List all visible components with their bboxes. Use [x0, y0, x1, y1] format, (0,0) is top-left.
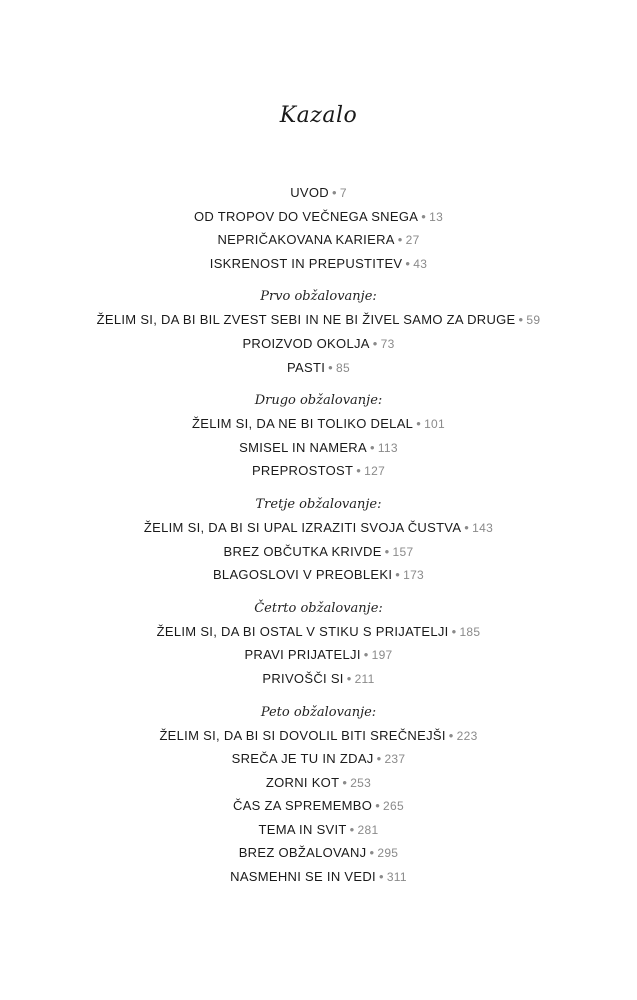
- entry-title: ZORNI KOT: [265, 774, 340, 790]
- toc-section: [0, 389, 637, 483]
- entry-title: ŽELIM SI, DA BI BIL ZVEST SEBI IN NE BI ŽIVEL SAMO ZA DRUGE: [96, 312, 516, 328]
- page-number: 197: [371, 648, 393, 663]
- toc-entry: [0, 724, 637, 748]
- bullet-separator: •: [342, 774, 348, 790]
- entry-title: ŽELIM SI, DA BI SI UPAL IZRAZITI SVOJA ČUSTVA: [143, 519, 462, 535]
- toc-entry: [0, 667, 637, 691]
- bullet-separator: •: [416, 416, 422, 432]
- entry-title: OD TROPOV DO VEČNEGA SNEGA: [193, 208, 419, 224]
- entry-title: SMISEL IN NAMERA: [239, 439, 367, 455]
- entry-title: BREZ OBŽALOVANJ: [238, 845, 367, 861]
- page-number: 27: [405, 233, 420, 248]
- entry-title: SREČA JE TU IN ZDAJ: [231, 751, 374, 767]
- bullet-separator: •: [369, 439, 375, 455]
- toc-section: [0, 597, 637, 691]
- entry-title: NASMEHNI SE IN VEDI: [230, 869, 376, 885]
- bullet-separator: •: [328, 359, 333, 375]
- page-number: 253: [350, 775, 372, 790]
- toc-entry: [0, 841, 637, 865]
- page-number: 143: [472, 520, 494, 535]
- page-number: 185: [459, 624, 481, 639]
- bullet-separator: •: [464, 519, 470, 535]
- toc-entry: [0, 308, 637, 332]
- toc-section: [0, 493, 637, 587]
- toc-entry: [0, 436, 637, 460]
- entry-title: TEMA IN SVIT: [258, 821, 347, 837]
- toc-entry: [0, 356, 637, 380]
- toc-entry: [0, 794, 637, 818]
- section-label: Peto obžalovanje:: [260, 704, 377, 720]
- toc-entry: [0, 228, 637, 252]
- entry-title: PROIZVOD OKOLJA: [242, 335, 370, 351]
- page-number: 59: [526, 313, 541, 328]
- bullet-separator: •: [331, 185, 337, 200]
- page-number: 85: [336, 360, 350, 375]
- bullet-separator: •: [397, 232, 403, 248]
- toc-section: [0, 701, 637, 889]
- section-label: Tretje obžalovanje:: [255, 496, 382, 512]
- toc-entry: [0, 412, 637, 436]
- entry-title: BLAGOSLOVI V PREOBLEKI: [212, 567, 393, 583]
- toc-section: [0, 285, 637, 379]
- bullet-separator: •: [372, 335, 378, 351]
- bullet-separator: •: [378, 869, 384, 885]
- entry-title: NEPRIČAKOVANA KARIERA: [217, 232, 395, 248]
- entry-title: ČAS ZA SPREMEMBO: [233, 798, 373, 814]
- bullet-separator: •: [363, 647, 369, 663]
- entry-title: ŽELIM SI, DA BI SI DOVOLIL BITI SREČNEJŠI: [159, 727, 446, 743]
- bullet-separator: •: [405, 255, 411, 271]
- bullet-separator: •: [451, 623, 457, 639]
- toc-entry: [0, 516, 637, 540]
- bullet-separator: •: [384, 543, 390, 559]
- entry-title: PASTI: [287, 359, 326, 375]
- entry-title: PRAVI PRIJATELJI: [244, 647, 361, 663]
- toc-entry: [0, 747, 637, 771]
- bullet-separator: •: [375, 798, 381, 814]
- toc-entry: [0, 181, 637, 205]
- toc-entry: [0, 563, 637, 587]
- toc-entry: [0, 540, 637, 564]
- entry-title: ŽELIM SI, DA NE BI TOLIKO DELAL: [191, 416, 414, 432]
- entry-title: PRIVOŠČI SI: [262, 670, 344, 686]
- section-label: Četrto obžalovanje:: [254, 600, 383, 616]
- page-number: 211: [354, 671, 375, 686]
- entry-title: UVOD: [290, 185, 329, 200]
- bullet-separator: •: [448, 727, 454, 743]
- bullet-separator: •: [369, 845, 375, 861]
- page-number: 237: [384, 752, 406, 767]
- bullet-separator: •: [349, 821, 355, 837]
- page-number: 73: [380, 336, 395, 351]
- bullet-separator: •: [421, 208, 427, 224]
- page-number: 101: [424, 417, 445, 432]
- entry-title: ISKRENOST IN PREPUSTITEV: [209, 255, 403, 271]
- bullet-separator: •: [356, 463, 362, 479]
- toc-entry: [0, 252, 637, 276]
- page-title: Kazalo: [279, 103, 358, 128]
- entry-title: ŽELIM SI, DA BI OSTAL V STIKU S PRIJATELJI: [156, 623, 449, 639]
- page-number: 281: [357, 822, 379, 837]
- entry-title: BREZ OBČUTKA KRIVDE: [223, 543, 382, 559]
- toc-entry: [0, 620, 637, 644]
- toc-entry: [0, 205, 637, 229]
- toc-entry: [0, 771, 637, 795]
- table-of-contents: [0, 181, 637, 889]
- toc-entry: [0, 865, 637, 889]
- page-number: 173: [403, 568, 425, 583]
- page-number: 127: [364, 464, 386, 479]
- page-number: 13: [429, 209, 444, 224]
- page-number: 43: [413, 256, 428, 271]
- page-number: 7: [339, 186, 347, 200]
- page-number: 295: [377, 846, 399, 861]
- section-label: Prvo obžalovanje:: [260, 289, 377, 305]
- entry-title: PREPROSTOST: [251, 463, 354, 479]
- bullet-separator: •: [395, 567, 401, 583]
- page-number: 265: [383, 799, 404, 814]
- toc-entry: [0, 459, 637, 483]
- section-label: Drugo obžalovanje:: [254, 393, 383, 409]
- bullet-separator: •: [346, 670, 352, 686]
- bullet-separator: •: [376, 751, 382, 767]
- toc-entry: [0, 332, 637, 356]
- bullet-separator: •: [518, 312, 524, 328]
- toc-entry: [0, 643, 637, 667]
- page-number: 113: [377, 440, 398, 455]
- page-number: 223: [456, 728, 478, 743]
- toc-section: [0, 181, 637, 275]
- toc-entry: [0, 818, 637, 842]
- page-number: 311: [386, 870, 407, 885]
- page-number: 157: [392, 544, 414, 559]
